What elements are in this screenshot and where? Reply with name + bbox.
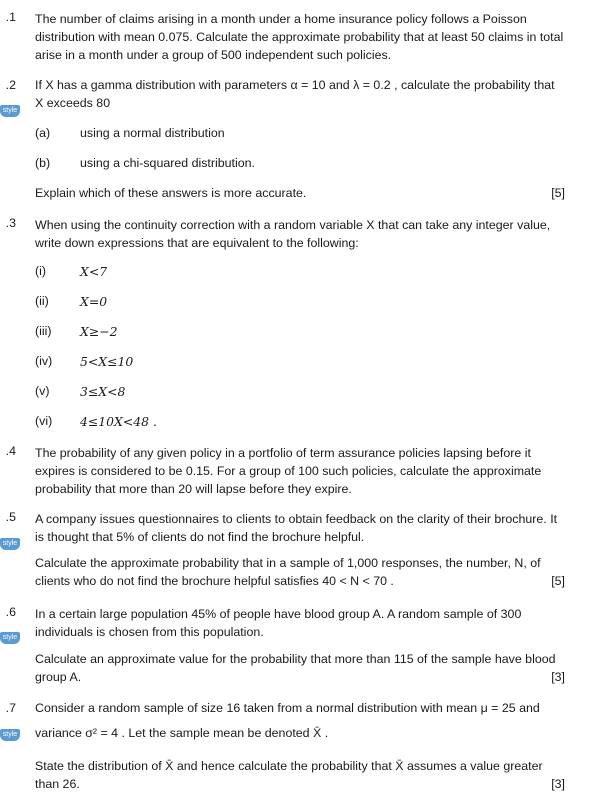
part-expression: 5<X≤10 bbox=[80, 354, 134, 369]
part-expression: X≥−2 bbox=[80, 324, 118, 339]
question-line: variance σ² = 4 . Let the sample mean be denoted X̄ . bbox=[35, 726, 329, 740]
part-label: (b) bbox=[35, 156, 51, 170]
question-number: .1 bbox=[5, 10, 16, 24]
part-label: (ii) bbox=[35, 294, 49, 308]
part-label: (iii) bbox=[35, 324, 52, 338]
question-line: If X has a gamma distribution with parameters α = 10 and λ = 0.2 , calculate the probability that bbox=[35, 78, 555, 92]
question-number: .6 bbox=[5, 605, 16, 619]
mark: [5] bbox=[551, 186, 565, 200]
part-expression: 3≤X<8 bbox=[80, 384, 126, 399]
question-line: State the distribution of X̄ and hence calculate the probability that X̄ assumes a value greater bbox=[35, 759, 543, 773]
question-line: than 26. bbox=[35, 777, 80, 791]
question-number: .3 bbox=[5, 216, 16, 230]
question-line: Calculate an approximate value for the probability that more than 115 of the sample have blood bbox=[35, 652, 556, 666]
mark: [3] bbox=[551, 670, 565, 684]
question-line: Explain which of these answers is more accurate. bbox=[35, 186, 307, 200]
question-text: When using the continuity correction with a random variable X that can take any integer value, write down expressions that are equivalent to the following: bbox=[35, 218, 551, 250]
part-label: (v) bbox=[35, 384, 50, 398]
question-text: A company issues questionnaires to clients to obtain feedback on the clarity of their brochure. It is thought that 5% of clients do not find the brochure helpful. bbox=[35, 512, 558, 544]
part-label: (a) bbox=[35, 126, 51, 140]
style-badge[interactable]: style bbox=[0, 105, 20, 117]
question-number: .2 bbox=[5, 78, 16, 92]
question-number: .7 bbox=[5, 701, 16, 715]
part-label: (i) bbox=[35, 264, 47, 278]
question-line: Calculate the approximate probability that in a sample of 1,000 responses, the number, N, of bbox=[35, 556, 541, 570]
question-line: clients who do not find the brochure helpful satisfies 40 < N < 70 . bbox=[35, 574, 394, 588]
question-line: X exceeds 80 bbox=[35, 96, 111, 110]
part-expression: X=0 bbox=[80, 294, 108, 309]
style-badge[interactable]: style bbox=[0, 729, 20, 741]
mark: [5] bbox=[551, 574, 565, 588]
question-number: .4 bbox=[5, 444, 16, 458]
question-text: The probability of any given policy in a portfolio of term assurance policies lapsing before it expires is considered to be 0.15. For a group of 100 such policies, calculate the approximate probability that more than 20 will lapse before they expire. bbox=[35, 446, 542, 496]
style-badge[interactable]: style bbox=[0, 632, 20, 644]
question-line: Consider a random sample of size 16 taken from a normal distribution with mean μ = 25 and bbox=[35, 701, 540, 715]
part-text: using a normal distribution bbox=[80, 126, 225, 140]
question-number: .5 bbox=[5, 510, 16, 524]
question-text: The number of claims arising in a month under a home insurance policy follows a Poisson distribution with mean 0.075. Calculate the approximate probability that at least 50 claims in total arise in a month under a group of 500 independent such policies. bbox=[35, 12, 564, 62]
style-badge[interactable]: style bbox=[0, 538, 20, 550]
question-text: In a certain large population 45% of people have blood group A. A random sample of 300 individuals is chosen from this population. bbox=[35, 607, 522, 639]
part-label: (iv) bbox=[35, 354, 53, 368]
part-label: (vi) bbox=[35, 414, 53, 428]
part-expression: 4≤10X<48 . bbox=[80, 414, 157, 429]
question-line: group A. bbox=[35, 670, 82, 684]
part-expression: X<7 bbox=[80, 264, 108, 279]
mark: [3] bbox=[551, 777, 565, 791]
part-text: using a chi-squared distribution. bbox=[80, 156, 255, 170]
